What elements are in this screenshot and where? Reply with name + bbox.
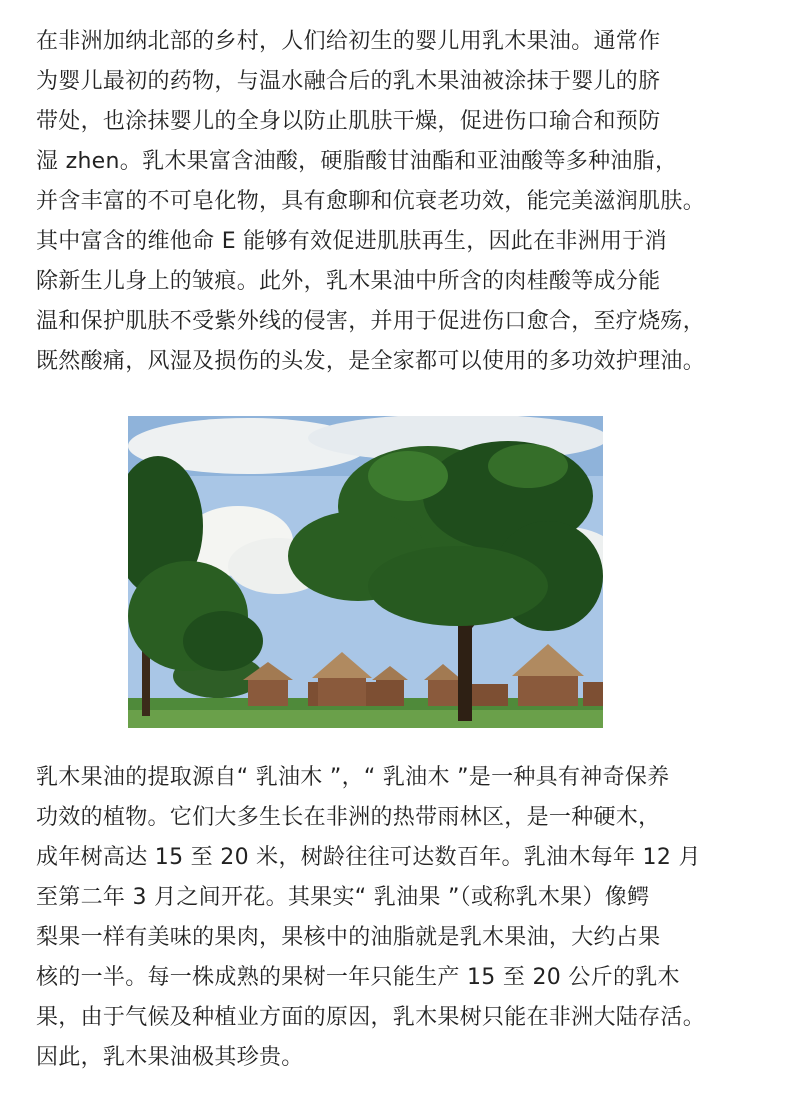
text-line: 梨果一样有美味的果肉，果核中的油脂就是乳木果油，大约占果 [36, 925, 661, 950]
text-line: 在非洲加纳北部的乡村，人们给初生的婴儿用乳木果油。通常作 [36, 29, 661, 54]
text-line: 成年树高达 15 至 20 米，树龄往往可达数百年。乳油木每年 12 月 [36, 845, 701, 870]
text-line: 并含丰富的不可皂化物，具有愈聊和伉衰老功效，能完美滋润肌肤。 [36, 189, 706, 214]
paragraph-shea-butter-uses [36, 22, 756, 382]
text-line: 乳木果油的提取源自“ 乳油木 ”，“ 乳油木 ”是一种具有神奇保养 [36, 765, 670, 790]
text-line: 除新生儿身上的皱痕。此外，乳木果油中所含的肉桂酸等成分能 [36, 269, 661, 294]
text-line: 带处，也涂抹婴儿的全身以防止肌肤干燥，促进伤口瑜合和预防 [36, 109, 661, 134]
text-line: 既然酸痛，风湿及损伤的头发，是全家都可以使用的多功效护理油。 [36, 349, 706, 374]
text-line: 湿 zhen。乳木果富含油酸，硬脂酸甘油酯和亚油酸等多种油脂， [36, 149, 678, 174]
text-line: 功效的植物。它们大多生长在非洲的热带雨林区，是一种硬木， [36, 805, 661, 830]
text-line: 温和保护肌肤不受紫外线的侵害，并用于促进伤口愈合，至疗烧殇， [36, 309, 706, 334]
text-line: 核的一半。每一株成熟的果树一年只能生产 15 至 20 公斤的乳木 [36, 965, 680, 990]
text-line: 因此，乳木果油极其珍贵。 [36, 1045, 304, 1070]
text-line: 果，由于气候及种植业方面的原因，乳木果树只能在非洲大陆存活。 [36, 1005, 706, 1030]
text-line: 至第二年 3 月之间开花。其果实“ 乳油果 ”（或称乳木果）像鳄 [36, 885, 650, 910]
paragraph-shea-tree-origin [36, 758, 756, 1078]
text-line: 其中富含的维他命 E 能够有效促进肌肤再生，因此在非洲用于消 [36, 229, 667, 254]
text-line: 为婴儿最初的药物，与温水融合后的乳木果油被涂抹于婴儿的脐 [36, 69, 661, 94]
shea-tree-village-photo [128, 416, 603, 728]
